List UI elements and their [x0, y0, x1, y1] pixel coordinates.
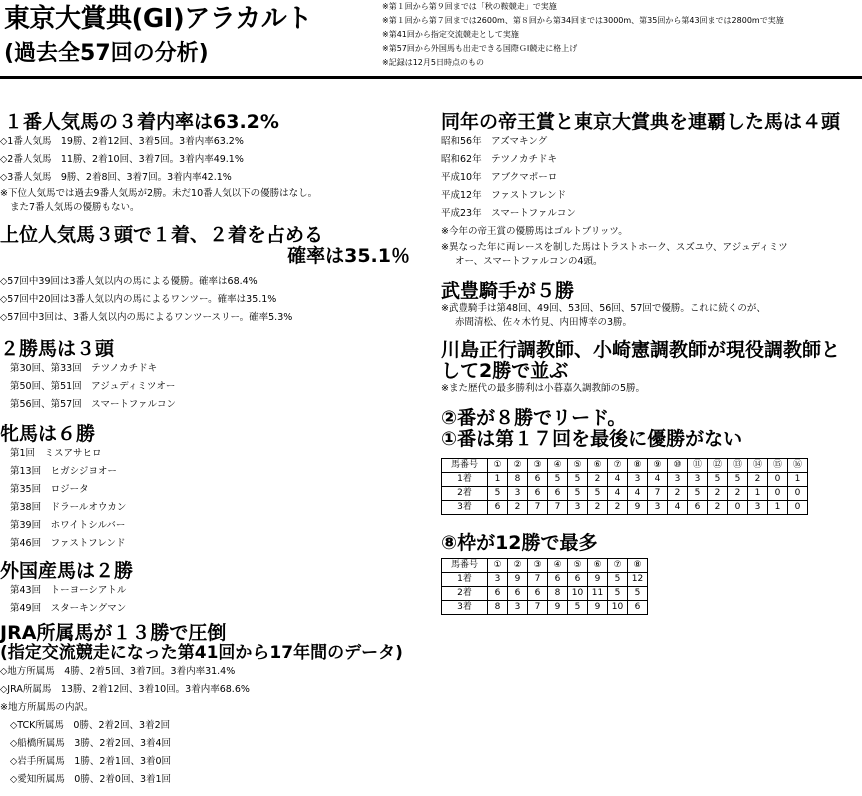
table-cell: 8	[508, 473, 528, 487]
section-heading: JRA所属馬が１３勝で圧倒	[0, 622, 227, 644]
note-line: ※武豊騎手は第48回、49回、53回、56回、57回で優勝。これに続くのが、	[441, 303, 766, 314]
table-cell: 6	[568, 573, 588, 587]
section-heading: 武豊騎手が５勝	[441, 280, 575, 302]
table-cell: 5	[688, 487, 708, 501]
table-cell: 6	[688, 501, 708, 515]
section-heading: ⑧枠が12勝で最多	[441, 532, 598, 554]
table-cell: 2	[708, 487, 728, 501]
table-cell: 9	[588, 573, 608, 587]
list-item: 平成10年 アブクマポーロ	[441, 172, 558, 183]
table-cell: 9	[628, 501, 648, 515]
section-heading-cont: (指定交流競走になった第41回から17年間のデータ)	[0, 643, 403, 663]
left-column	[0, 112, 432, 789]
table-cell: 2	[588, 501, 608, 515]
table-cell: 9	[548, 601, 568, 615]
table-cell: 7	[648, 487, 668, 501]
table-cell: 2着	[442, 587, 488, 601]
table-cell: 4	[668, 501, 688, 515]
table-cell: ⑪	[688, 459, 708, 473]
table-cell: 2	[508, 501, 528, 515]
note: ※第１回から第７回までは2600m、第８回から第34回までは3000m、第35回から第43回までは2800mで実施	[382, 16, 784, 25]
table-cell: 9	[508, 573, 528, 587]
section-heading: 同年の帝王賞と東京大賞典を連覇した馬は４頭	[441, 111, 841, 133]
table-cell: 5	[728, 473, 748, 487]
table-cell: 6	[488, 501, 508, 515]
table-cell: 1着	[442, 573, 488, 587]
table-cell: 8	[548, 587, 568, 601]
section-favorite-rate	[0, 112, 432, 215]
note-line: ※また歴代の最多勝利は小暮嘉久調教師の5勝。	[441, 383, 646, 394]
table-cell: ③	[528, 559, 548, 573]
stat-line: ◇57回中20回は3番人気以内の馬によるワンツー。確率は35.1%	[0, 294, 277, 305]
table-cell: ①	[488, 459, 508, 473]
note: ※第１回から第９回までは「秋の鞍競走」で実施	[382, 2, 557, 11]
stat-line: ◇57回中3回は、3番人気以内の馬によるワンツースリー。確率5.3%	[0, 312, 293, 323]
section-heading-cont: して2勝で並ぶ	[441, 360, 569, 382]
note-line: ※地方所属馬の内訳。	[0, 702, 94, 713]
table-cell: 7	[528, 601, 548, 615]
table-cell: 1	[748, 487, 768, 501]
table-cell: 7	[528, 573, 548, 587]
table-cell: ③	[528, 459, 548, 473]
table-cell: 3着	[442, 501, 488, 515]
table-cell: ⑫	[708, 459, 728, 473]
table-cell: ⑮	[768, 459, 788, 473]
table-cell: 2	[668, 487, 688, 501]
table-cell: 2	[708, 501, 728, 515]
table-cell: 0	[768, 473, 788, 487]
table-cell: 3着	[442, 601, 488, 615]
table-cell: 4	[608, 473, 628, 487]
note-line: ※今年の帝王賞の優勝馬はゴルトブリッツ。	[441, 226, 628, 237]
table-row	[442, 587, 648, 601]
list-item: 平成23年 スマートファルコン	[441, 208, 576, 219]
table-cell: 2	[748, 473, 768, 487]
table-row	[442, 501, 808, 515]
section-heading: ２勝馬は３頭	[0, 338, 115, 360]
table-cell: ⑩	[668, 459, 688, 473]
table-cell: 3	[748, 501, 768, 515]
table-cell: ⑭	[748, 459, 768, 473]
page-title: 東京大賞典(GI)アラカルト	[4, 4, 312, 34]
table-cell: 12	[628, 573, 648, 587]
table-cell: ⑦	[608, 459, 628, 473]
table-cell: ⑤	[568, 459, 588, 473]
table-cell: 5	[588, 487, 608, 501]
table-cell: 1	[788, 473, 808, 487]
header-notes	[382, 0, 784, 70]
table-cell: 0	[768, 487, 788, 501]
section-trainers	[441, 340, 862, 396]
section-foreign-bred	[0, 561, 432, 618]
section-heading: 川島正行調教師、小崎憲調教師が現役調教師と	[441, 339, 841, 361]
note-line: 赤間清松、佐々木竹見、内田博幸の3勝。	[455, 317, 633, 328]
table-cell: ②	[508, 459, 528, 473]
table-cell: ④	[548, 459, 568, 473]
list-item: 第50回、第51回 アジュディミツオー	[10, 381, 176, 392]
list-item: 平成12年 ファストフレンド	[441, 190, 566, 201]
table-cell: 0	[728, 501, 748, 515]
table-row	[442, 573, 648, 587]
table-cell: 6	[508, 587, 528, 601]
table-cell: ①	[488, 559, 508, 573]
section-heading: 牝馬は６勝	[0, 423, 96, 445]
table-cell: 10	[568, 587, 588, 601]
table-cell: 2	[728, 487, 748, 501]
table-cell: 6	[488, 587, 508, 601]
list-item: 第46回 ファストフレンド	[10, 538, 126, 549]
list-item: 第38回 ドラールオウカン	[10, 502, 127, 513]
table-cell: 0	[788, 501, 808, 515]
list-item: 第13回 ヒガシジヨオー	[10, 466, 117, 477]
table-cell: 5	[568, 487, 588, 501]
section-top3-exacta	[0, 225, 432, 327]
stat-line: ◇地方所属馬 4勝、2着5回、3着7回。3着内率31.4%	[0, 666, 236, 677]
note: ※記録は12月5日時点のもの	[382, 58, 484, 67]
table-cell: 3	[508, 601, 528, 615]
table-cell: 2着	[442, 487, 488, 501]
table-cell: ⑨	[648, 459, 668, 473]
table-cell: 3	[628, 473, 648, 487]
right-column	[441, 112, 862, 615]
table-cell: 5	[488, 487, 508, 501]
section-teio-double	[441, 112, 862, 269]
section-post-number	[441, 408, 862, 515]
table-cell: 6	[528, 487, 548, 501]
table-cell: 8	[488, 601, 508, 615]
list-item: ◇岩手所属馬 1勝、2着1回、3着0回	[10, 756, 172, 767]
table-header-row	[442, 559, 648, 573]
list-item: 第30回、第33回 テツノカチドキ	[10, 363, 158, 374]
table-header-row	[442, 459, 808, 473]
list-item: 第56回、第57回 スマートファルコン	[10, 399, 177, 410]
table-cell: 3	[508, 487, 528, 501]
table-cell: 3	[668, 473, 688, 487]
section-jra	[0, 623, 432, 789]
section-heading-cont: 確率は35.1％	[287, 245, 410, 267]
section-heading: 外国産馬は２勝	[0, 560, 134, 582]
section-jockey	[441, 281, 862, 330]
table-cell: 5	[628, 587, 648, 601]
table-cell: 2	[608, 501, 628, 515]
table-cell: 1	[768, 501, 788, 515]
table-cell: ⑥	[588, 559, 608, 573]
table-cell: 2	[588, 473, 608, 487]
list-item: 昭和56年 アズマキング	[441, 136, 548, 147]
table-cell: 3	[688, 473, 708, 487]
table-cell: 7	[548, 501, 568, 515]
stat-line: ◇2番人気馬 11勝、2着10回、3着7回。3着内率49.1%	[0, 154, 244, 165]
list-item: 昭和62年 テツノカチドキ	[441, 154, 558, 165]
table-cell: 1	[488, 473, 508, 487]
table-cell: ④	[548, 559, 568, 573]
table-cell: ⑯	[788, 459, 808, 473]
note: ※第41回から指定交流競走として実施	[382, 30, 519, 39]
table-cell: 7	[528, 501, 548, 515]
section-bracket	[441, 533, 862, 615]
list-item: 第49回 スターキングマン	[10, 603, 127, 614]
list-item: ◇TCK所属馬 0勝、2着2回、3着2回	[10, 720, 171, 731]
table-cell: 5	[548, 473, 568, 487]
header-divider	[0, 76, 862, 79]
section-fillies	[0, 424, 432, 553]
section-heading: 上位人気馬３頭で１着、２着を占める	[0, 224, 324, 246]
table-cell: 5	[708, 473, 728, 487]
table-cell: 馬番号	[442, 459, 488, 473]
note-line: オー、スマートファルコンの4頭。	[455, 256, 603, 267]
table-cell: 5	[608, 587, 628, 601]
list-item: 第35回 ロジータ	[10, 484, 89, 495]
stat-line: ◇3番人気馬 9勝、2着8回、3着7回。3着内率42.1%	[0, 172, 232, 183]
list-item: 第43回 トーヨーシアトル	[10, 585, 127, 596]
table-cell: 0	[788, 487, 808, 501]
table-cell: 6	[548, 573, 568, 587]
table-cell: ⑥	[588, 459, 608, 473]
stat-line: ◇1番人気馬 19勝、2着12回、3着5回。3着内率63.2%	[0, 136, 244, 147]
table-cell: 5	[568, 473, 588, 487]
note-line: ※異なった年に両レースを制した馬はトラストホーク、スズユウ、アジュディミツ	[441, 242, 788, 253]
table-cell: 4	[628, 487, 648, 501]
section-heading-cont: ①番は第１７回を最後に優勝がない	[441, 428, 743, 450]
post-number-table	[441, 458, 808, 515]
table-cell: ⑬	[728, 459, 748, 473]
section-heading: １番人気馬の３着内率は63.2%	[4, 111, 279, 133]
table-cell: ⑦	[608, 559, 628, 573]
section-two-time-winners	[0, 339, 432, 414]
table-cell: 3	[648, 501, 668, 515]
stat-line: ◇JRA所属馬 13勝、2着12回、3着10回。3着内率68.6%	[0, 684, 250, 695]
section-heading: ②番が８勝でリード。	[441, 407, 627, 429]
table-cell: 5	[608, 573, 628, 587]
table-row	[442, 473, 808, 487]
list-item: 第39回 ホワイトシルバー	[10, 520, 126, 531]
table-cell: ⑧	[628, 559, 648, 573]
table-cell: 6	[528, 473, 548, 487]
list-item: ◇船橋所属馬 3勝、2着2回、3着4回	[10, 738, 172, 749]
note-line: また7番人気馬の優勝もない。	[10, 202, 140, 213]
bracket-table	[441, 558, 648, 615]
table-cell: 4	[648, 473, 668, 487]
note: ※第57回から外国馬も出走できる国際ＧⅠ競走に格上げ	[382, 44, 578, 53]
table-cell: 10	[608, 601, 628, 615]
table-cell: 3	[488, 573, 508, 587]
table-cell: 5	[568, 601, 588, 615]
list-item: ◇愛知所属馬 0勝、2着0回、3着1回	[10, 774, 172, 785]
table-cell: 6	[548, 487, 568, 501]
table-row	[442, 487, 808, 501]
table-cell: ⑧	[628, 459, 648, 473]
stat-line: ◇57回中39回は3番人気以内の馬による優勝。確率は68.4%	[0, 276, 258, 287]
table-cell: 馬番号	[442, 559, 488, 573]
table-cell: ②	[508, 559, 528, 573]
table-cell: 6	[528, 587, 548, 601]
table-cell: 3	[568, 501, 588, 515]
table-cell: ⑤	[568, 559, 588, 573]
table-cell: 11	[588, 587, 608, 601]
list-item: 第1回 ミスアサヒロ	[10, 448, 102, 459]
table-cell: 1着	[442, 473, 488, 487]
table-cell: 9	[588, 601, 608, 615]
table-cell: 6	[628, 601, 648, 615]
table-cell: 4	[608, 487, 628, 501]
table-row	[442, 601, 648, 615]
page-subtitle: (過去全57回の分析)	[4, 41, 209, 66]
note-line: ※下位人気馬では過去9番人気馬が2勝。未だ10番人気以下の優勝はなし。	[0, 188, 318, 199]
